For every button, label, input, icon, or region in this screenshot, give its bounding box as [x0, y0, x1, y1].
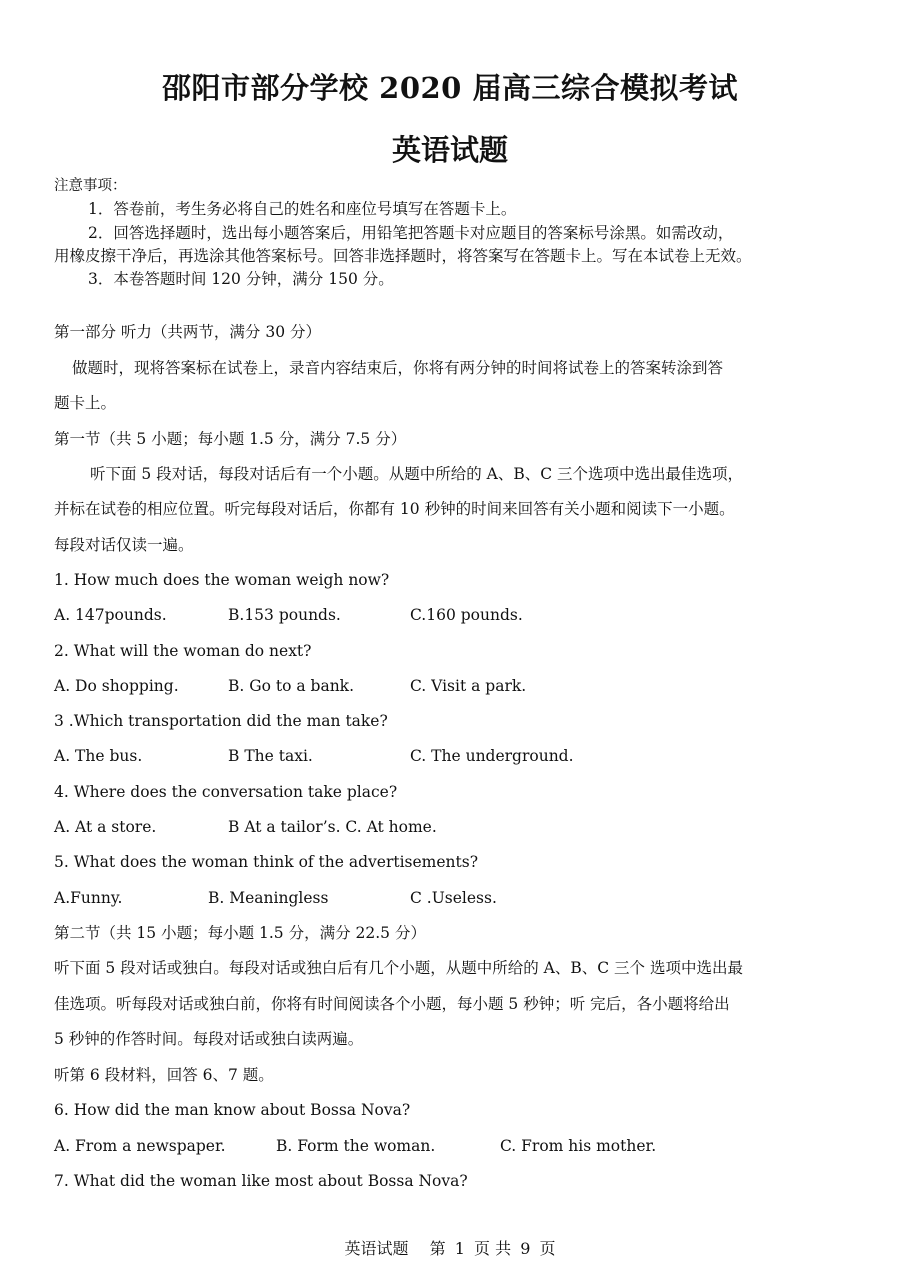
notice-heading: 注意事项：: [54, 178, 127, 194]
question-1-option-a: A. 147pounds.: [54, 606, 167, 624]
section2-instruction-line-1: 听下面 5 段对话或独白。每段对话或独白后有几个小题，从题中所给的 A、B、C 三个 选项中选出最: [54, 959, 743, 977]
section1-instruction-line-1: 听下面 5 段对话，每段对话后有一个小题。从题中所给的 A、B、C 三个选项中选出最佳选项，: [90, 465, 744, 483]
question-2-option-a: A. Do shopping.: [54, 677, 179, 695]
footer-subject: 英语试题: [344, 1239, 409, 1258]
footer-page-number: 1: [454, 1239, 465, 1258]
exam-subtitle: 英语试题: [391, 133, 508, 167]
question-5-option-c: C .Useless.: [410, 889, 497, 907]
section2-heading: 第二节（共 15 小题；每小题 1.5 分，满分 22.5 分）: [54, 924, 426, 942]
section1-heading: 第一节（共 5 小题；每小题 1.5 分，满分 7.5 分）: [54, 430, 407, 448]
question-1: 1. How much does the woman weigh now?: [54, 571, 390, 589]
question-4: 4. Where does the conversation take place?: [54, 783, 398, 801]
section1-instruction-line-3: 每段对话仅读一遍。: [54, 536, 194, 554]
footer-page-label-pre: 第: [429, 1239, 446, 1258]
footer-total-pages: 9: [520, 1239, 531, 1258]
notice-item-1: 1．答卷前，考生务必将自己的姓名和座位号填写在答题卡上。: [88, 200, 517, 218]
question-6: 6. How did the man know about Bossa Nova?: [54, 1101, 411, 1119]
question-2-option-c: C. Visit a park.: [410, 677, 527, 695]
question-2: 2. What will the woman do next?: [54, 642, 312, 660]
question-3-option-b: B The taxi.: [228, 747, 313, 765]
section2-instruction-line-2: 佳选项。听每段对话或独白前，你将有时间阅读各个小题，每小题 5 秒钟；听 完后，各小题将给出: [54, 995, 730, 1013]
notice-item-2-line-2: 用橡皮擦干净后，再选涂其他答案标号。回答非选择题时，将答案写在答题卡上。写在本试卷上无效。: [54, 247, 752, 265]
section1-instruction-line-2: 并标在试卷的相应位置。听完每段对话后，你都有 10 秒钟的时间来回答有关小题和阅读下一小题。: [54, 500, 735, 518]
question-2-option-b: B. Go to a bank.: [228, 677, 355, 695]
notice-item-2-line-1: 2．回答选择题时，选出每小题答案后，用铅笔把答题卡对应题目的答案标号涂黑。如需改动，: [88, 224, 734, 242]
page-footer: [0, 1238, 900, 1260]
footer-page-label-mid: 页 共: [474, 1239, 512, 1258]
question-4-option-a: A. At a store.: [54, 818, 157, 836]
part1-intro-line-1: 做题时，现将答案标在试卷上，录音内容结束后，你将有两分钟的时间将试卷上的答案转涂到答: [72, 359, 724, 377]
question-1-option-b: B.153 pounds.: [228, 606, 341, 624]
question-3-option-c: C. The underground.: [410, 747, 574, 765]
part1-intro-line-2: 题卡上。: [54, 394, 117, 412]
question-6-option-c: C. From his mother.: [500, 1137, 657, 1155]
question-6-option-a: A. From a newspaper.: [54, 1137, 226, 1155]
question-7: 7. What did the woman like most about Bossa Nova?: [54, 1172, 468, 1190]
question-3-option-a: A. The bus.: [54, 747, 143, 765]
question-4-option-b: B At a tailor’s. C. At home.: [228, 818, 437, 836]
part1-heading: 第一部分 听力（共两节，满分 30 分）: [54, 323, 322, 341]
question-5: 5. What does the woman think of the advertisements?: [54, 853, 479, 871]
notice-item-3: 3．本卷答题时间 120 分钟，满分 150 分。: [88, 270, 394, 288]
section2-material-6: 听第 6 段材料，回答 6、7 题。: [54, 1066, 274, 1084]
exam-title: 邵阳市部分学校 2020 届高三综合模拟考试: [162, 71, 738, 105]
question-5-option-b: B. Meaningless: [208, 889, 329, 907]
question-6-option-b: B. Form the woman.: [276, 1137, 436, 1155]
section2-instruction-line-3: 5 秒钟的作答时间。每段对话或独白读两遍。: [54, 1030, 364, 1048]
footer-page-label-post: 页: [539, 1239, 556, 1258]
question-1-option-c: C.160 pounds.: [410, 606, 523, 624]
question-5-option-a: A.Funny.: [54, 889, 123, 907]
question-3: 3 .Which transportation did the man take?: [54, 712, 388, 730]
